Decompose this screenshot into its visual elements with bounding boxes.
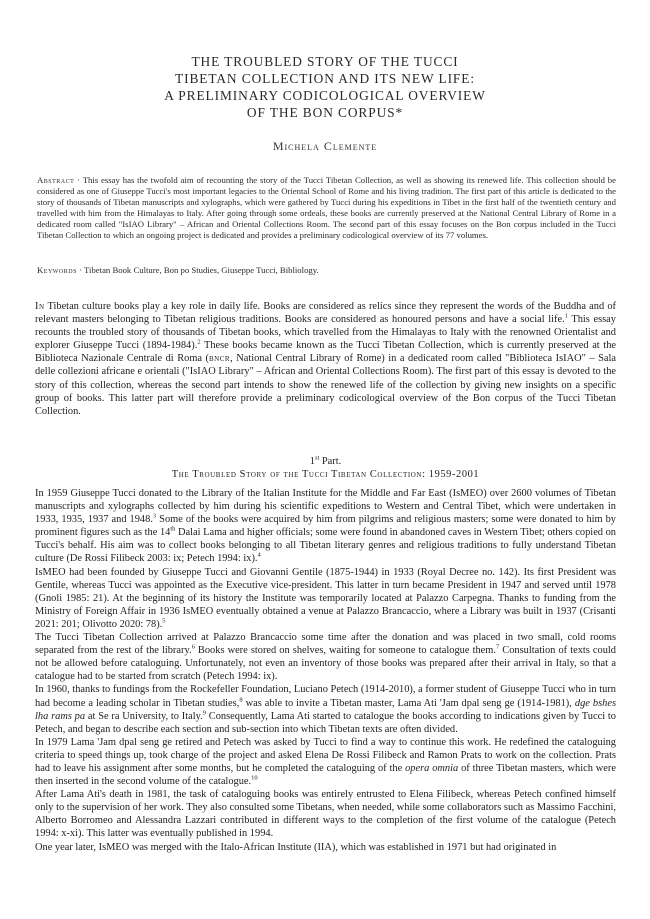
intro-paragraph [35, 300, 616, 418]
title-line: THE TROUBLED STORY OF THE TUCCI [191, 54, 459, 69]
paragraph: In 1979 Lama 'Jam dpal seng ge retired and Petech was asked by Tucci to find a way to continue this work. He redefined the cataloguing criteria to speed things up, took charge of the project and asked Elena De Rossi Filibeck and Ramon Prats to work on the collection. Prats had to leave his assignment after some months, but he completed the cataloguing of the opera omnia of three Tibetan masters, which were then inserted in the second volume of the catalogue.$^{10}$ [35, 736, 616, 788]
abstract-text: This essay has the twofold aim of recounting the story of the Tucci Tibetan Collection, as well as showing its renewed life. This collection should be considered as one of Giuseppe Tucci's most important legacies to the Oriental School of Rome and his living tradition. The first part of this article is dedicated to the story of thousands of Tibetan manuscripts and xylographs, which were gathered by Tucci during his expeditions in Tibet in the first half of the twentieth century and travelled with him from the Himalayas to Italy. After going through some ordeals, these books are currently preserved at the National Central Library of Rome in a dedicated room called "IsIAO Library" – African and Oriental Collections Room. The second part of this essay focuses on the Bon corpus included in the Tucci Tibetan Collection to which an ongoing project is dedicated and provides a preliminary codicological overview of its 77 volumes. [37, 175, 616, 241]
author-name: Michela Clemente [272, 139, 378, 153]
abstract [37, 175, 616, 242]
intro-text: These books became known as the Tucci Tibetan Collection, which is currently preserved at the Biblioteca Nazionale Centrale di Roma ( [35, 340, 616, 365]
paragraph: In 1959 Giuseppe Tucci donated to the Library of the Italian Institute for the Middle and Far East (IsMEO) over 2600 volumes of Tibetan manuscripts and xylographs collected by him during his scientific expeditions to Western and Central Tibet, which were undertaken in 1933, 1935, 1937 and 1948.$^3$ Some of the books were acquired by him from pilgrims and religious masters; some were donated to him by prominent figures such as the 14th Dalai Lama and higher officials; some were found in abandoned caves in Western Tibet; others copied on Tucci's behalf. His aim was to collect books belonging to all Tibetan literary genres and religious traditions to fully understand Tibetan culture (De Rossi Filibeck 2003: ix; Petech 1994: ix).$^4$ [35, 488, 616, 565]
section-number [35, 455, 616, 468]
footnote-ref[interactable]: 6 [191, 643, 195, 651]
section-number-suffix: st [314, 454, 320, 462]
paragraph: After Lama Ati's death in 1981, the task of cataloguing books was entirely entrusted to Elena Filibeck, whereas Petech confined himself only to the supervision of her work. They also consulted some Tibetans, when needed, while some collaborators such as Massimo Facchini, Alberto Borromeo and Alessandra Lazzari contributed in different ways to the completion of the first volume of the catalogue (Petech 1994: x-xi). This latter was eventually published in 1994. [35, 789, 616, 840]
footnote-ref[interactable]: 4 [257, 552, 261, 559]
keywords-separator: · [76, 265, 85, 275]
keywords-text: Tibetan Book Culture, Bon po Studies, Giuseppe Tucci, Bibliology. [84, 265, 319, 275]
footnote-ref[interactable]: 7 [495, 643, 500, 651]
intro-lead-word: In [35, 301, 45, 312]
intro-text: Tibetan culture books play a key role in daily life. Books are considered as relics since they represent the words of the Buddha and of relevant masters belonging to Tibetan religious traditions. Books are considered as honoured persons and have a social life. [35, 301, 616, 326]
paragraph: In 1960, thanks to fundings from the Rockefeller Foundation, Luciano Petech (1914-2010), a former student of Giuseppe Tucci who in turn had become a leading scholar in Tibetan studies,$^8$ was able to invite a Tibetan master, Lama Ati 'Jam dpal seng ge (1914-1981), dge bshes lha rams pa at Se ra University, to Italy.$^9$ Consequently, Lama Ati started to catalogue the books according to indications given by Tucci to Petech, and began to describe each section and sub-section into which Tibetan texts are often divided. [35, 684, 616, 735]
section-heading [35, 455, 616, 481]
abbreviation-bncr: bncr [209, 353, 231, 365]
title-line: OF THE BON CORPUS* [246, 105, 404, 120]
intro-text: This essay recounts the troubled story of thousands of Tibetan books, which travelled from the Himalayas to Italy with the renowned Orientalist and explorer Giuseppe Tucci (1894-1984). [35, 314, 616, 352]
title-line: TIBETAN COLLECTION AND ITS NEW LIFE: [175, 71, 475, 86]
footnote-ref[interactable]: 8 [239, 696, 243, 704]
section-number-word: Part. [319, 456, 342, 467]
footnote-ref[interactable]: 1 [564, 312, 568, 320]
footnote-ref[interactable]: 9 [202, 709, 206, 717]
footnote-ref[interactable]: 5 [162, 617, 166, 625]
section-number-digit: 1 [309, 456, 315, 467]
footnote-ref[interactable]: 3 [152, 512, 157, 520]
paragraph: One year later, IsMEO was merged with the Italo-African Institute (IIA), which was established in 1971 but had originated in [35, 841, 557, 853]
section-body [35, 487, 616, 854]
ordinal-suffix: th [170, 525, 176, 533]
keywords-label: Keywords [37, 265, 77, 275]
abstract-label: Abstract [37, 175, 75, 185]
italic-term: opera omnia [405, 762, 459, 774]
footnote-ref[interactable]: 10 [251, 774, 258, 782]
keywords [37, 265, 616, 276]
abstract-separator: · [74, 175, 83, 185]
title-line: A PRELIMINARY CODICOLOGICAL OVERVIEW [164, 88, 486, 103]
paragraph: IsMEO had been founded by Giuseppe Tucci and Giovanni Gentile (1875-1944) in 1933 (Royal Decree no. 142). Its first President was Gentile, whereas Tucci was appointed as the Executive vice-president. This latter in turn became President in 1947 and served until 1978 (Gnoli 1985: 21). At the beginning of its history the Institute was temporarily located at Palazzo Carpegna. Thanks to funding from the Ministry of Foreign Affair in 1936 IsMEO eventually obtained a venue at Palazzo Brancaccio, where a Library was built in 1937 (Crisanti 2021: 201; Olivotto 2020: 78).$^5$ [35, 566, 616, 630]
italic-term: dge bshes lha rams pa [35, 697, 616, 722]
article-title [60, 53, 590, 121]
section-title: The Troubled Story of the Tucci Tibetan Collection: 1959-2001 [171, 469, 480, 480]
footnote-ref[interactable]: 2 [197, 338, 201, 346]
introduction [35, 300, 616, 418]
intro-text: , National Central Library of Rome) in a dedicated room called "Biblioteca IsIAO" – Sala delle collezioni africane e orientali ("IsIAO Library" – African and Oriental Collections Room). The first part of this essay is devoted to the story of this collection, whereas the second part intends to show the renewed life of the collection by giving new insights on a specific group of books. This latter part will therefore provide a preliminary codicological overview of the Bon corpus of the Tucci Tibetan Collection. [35, 353, 616, 417]
paragraph: The Tucci Tibetan Collection arrived at Palazzo Brancaccio some time after the donation and was placed in two small, cold rooms separated from the rest of the library.$^6$ Books were stored on shelves, waiting for someone to catalogue them.$^7$ Consultation of texts could not be allowed before cataloguing. Unfortunately, not even an inventory of those books was prepared after their arrival in Italy, so that a catalogue had to be started from scratch (Petech 1994: ix). [35, 632, 616, 683]
